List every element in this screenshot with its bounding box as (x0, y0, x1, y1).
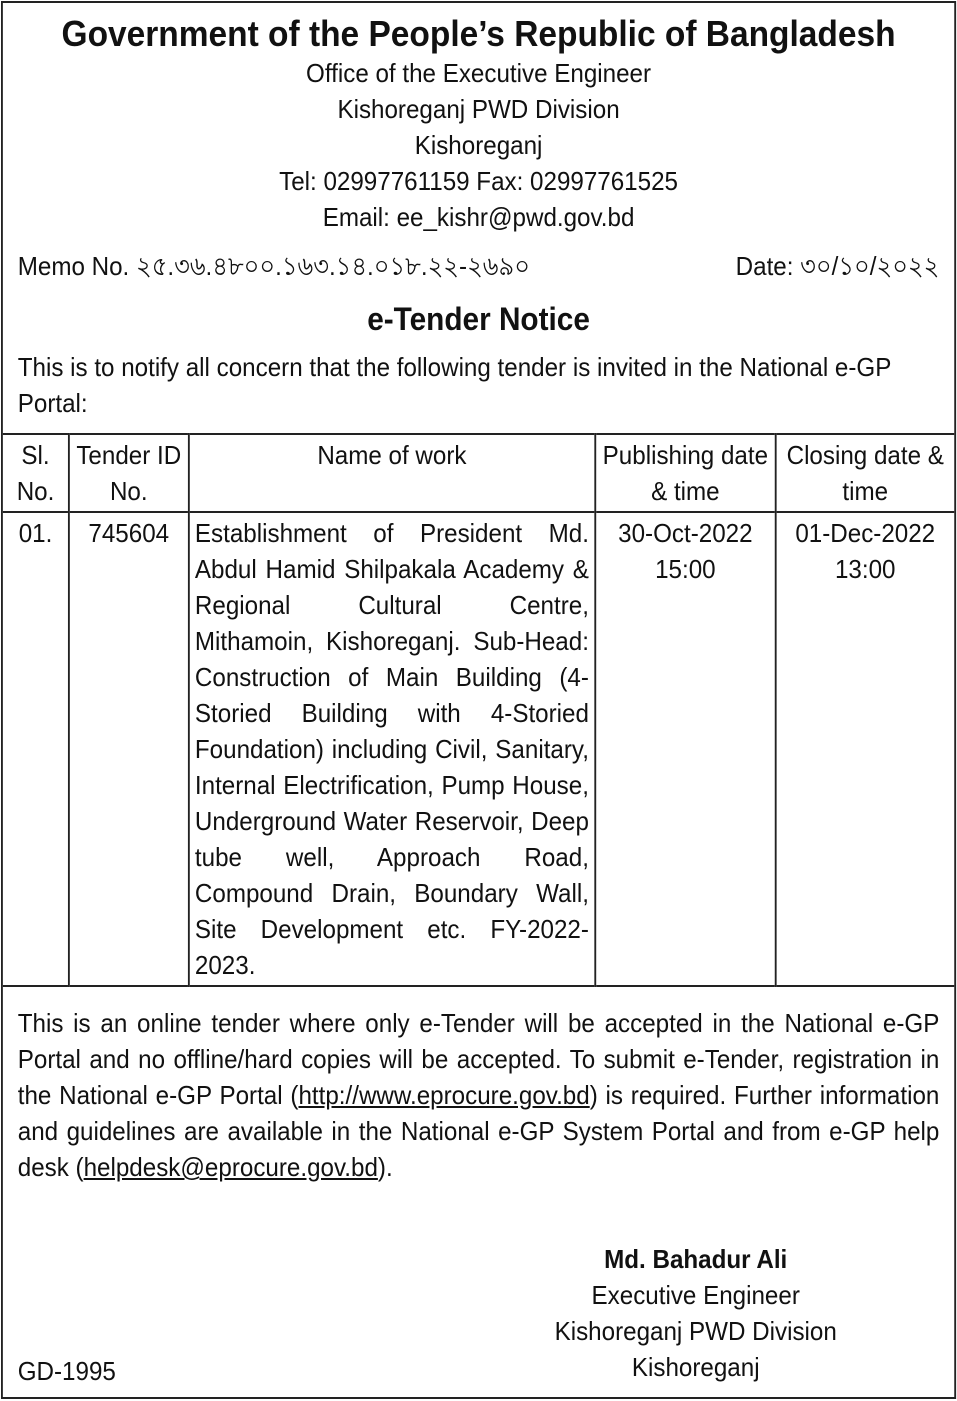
tel-fax: Tel: 02997761159 Fax: 02997761525 (279, 166, 678, 196)
office-name: Office of the Executive Engineer (306, 58, 652, 88)
tender-notice-page (1, 1, 956, 1399)
publishing-date: 30-Oct-2022 (618, 518, 753, 548)
notice-title: e-Tender Notice (367, 301, 590, 337)
helpdesk-email-link[interactable]: helpdesk@eprocure.gov.bd (83, 1152, 378, 1182)
header-publishing-date: Publishing date & time (595, 434, 775, 512)
tender-table (3, 433, 954, 987)
closing-date: 01-Dec-2022 (795, 518, 936, 548)
letterhead (3, 3, 954, 235)
signature-block (500, 1241, 891, 1385)
table-row (3, 512, 954, 986)
header-closing-date: Closing date & time (786, 440, 944, 506)
footer-text-part3: ). (377, 1152, 393, 1182)
intro-paragraph: This is to notify all concern that the following tender is invited in the National e-GP Portal: (17, 352, 891, 418)
header-name-of-work: Name of work (188, 434, 595, 512)
footer-text-part1: This is an online tender where only e-Tender will be accepted in the National e-GP Portal and no offline/hard copies will be accepted. To submit e-Tender, registration in the National e-GP Portal ( (17, 1008, 940, 1110)
header-sl-no: Sl. No. (3, 434, 69, 512)
publishing-time: 15:00 (655, 554, 716, 584)
header-tender-id: Tender ID No. (69, 434, 188, 512)
memo-row (3, 235, 954, 283)
cell-sl-no: 01. (3, 512, 69, 986)
cell-closing (775, 512, 954, 986)
memo-date: Date: ৩০/১০/২০২২ (735, 251, 940, 281)
table-header-row (3, 434, 954, 512)
government-title: Government of the People’s Republic of Bangladesh (61, 13, 896, 54)
gd-number: GD-1995 (17, 1356, 116, 1386)
office-email: Email: ee_kishr@pwd.gov.bd (322, 202, 635, 232)
footer-paragraph (3, 987, 954, 1185)
signatory-division: Kishoreganj PWD Division (554, 1316, 837, 1346)
cell-name-of-work: Establishment of President Md. Abdul Hamid Shilpakala Academy & Regional Cultural Centre, Mithamoin, Kishoreganj. Sub-Head: Construction of Main Building (4-Storied Building with 4-Storied Foundation) including Civil, Sanitary, Internal Electrification, Pump House, Underground Water Reservoir, Deep tube well, Approach Road, Compound Drain, Boundary Wall, Site Development etc. FY-2022-2023. (188, 512, 595, 986)
cell-tender-id: 745604 (69, 512, 188, 986)
signatory-district: Kishoreganj (631, 1352, 760, 1382)
signatory-title: Executive Engineer (591, 1280, 800, 1310)
memo-number: Memo No. ২৫.৩৬.৪৮০০.১৬৩.১৪.০১৮.২২-২৬৯০ (17, 251, 530, 281)
cell-publishing (595, 512, 775, 986)
division-name: Kishoreganj PWD Division (337, 94, 620, 124)
footer-text-part2: ) is required. Further information and guidelines are available in the National e-GP System Portal and from e-GP help desk ( (17, 1080, 940, 1182)
signatory-name: Md. Bahadur Ali (604, 1244, 788, 1274)
eprocure-portal-link[interactable]: http://www.eprocure.gov.bd (298, 1080, 590, 1110)
closing-time: 13:00 (834, 554, 896, 584)
district-name: Kishoreganj (414, 130, 543, 160)
